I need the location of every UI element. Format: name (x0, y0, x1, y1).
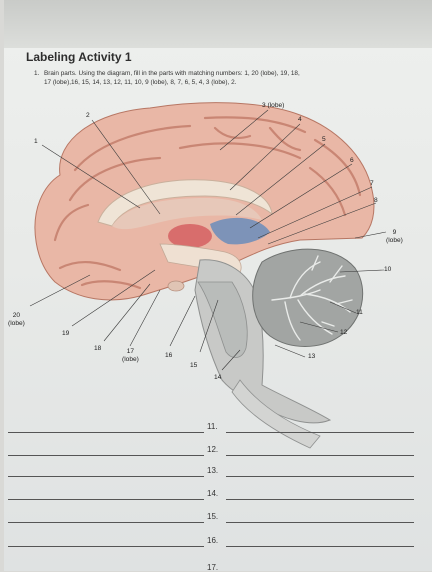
label-11: 11 (356, 309, 363, 316)
blank-right-15[interactable] (226, 522, 414, 523)
label-5: 5 (322, 136, 326, 143)
item-number: 1. (34, 70, 40, 77)
blank-right-16[interactable] (226, 546, 414, 547)
label-20 (8, 312, 25, 327)
label-18: 18 (94, 345, 102, 352)
label-8: 8 (374, 197, 378, 204)
label-17-sub: (lobe) (122, 355, 139, 363)
instruction-line-2: 17 (lobe),16, 15, 14, 13, 12, 11, 10, 9 (lobe), 8, 7, 6, 5, 4, 3 (lobe), 2. (44, 78, 237, 86)
label-12: 12 (340, 329, 348, 336)
label-13: 13 (308, 353, 316, 360)
pituitary (168, 281, 184, 291)
label-20-number: 20 (12, 312, 21, 319)
label-20-sub: (lobe) (8, 319, 25, 327)
blank-number-14: 14. (207, 489, 219, 498)
label-7: 7 (370, 180, 374, 187)
label-1: 1 (34, 138, 38, 145)
label-17 (122, 348, 139, 363)
label-14: 14 (214, 374, 222, 381)
label-10: 10 (384, 266, 392, 273)
blank-number-16: 16. (207, 536, 219, 545)
blank-number-15: 15. (207, 512, 219, 521)
label-6: 6 (350, 157, 354, 164)
label-4: 4 (298, 116, 302, 123)
label-15: 15 (190, 362, 198, 369)
instruction-line-1: Brain parts. Using the diagram, fill in the parts with matching numbers: 1, 20 (lobe), 19, 18, (44, 70, 300, 77)
label-17-number: 17 (126, 348, 135, 355)
activity-title: Labeling Activity 1 (26, 50, 132, 64)
label-16: 16 (165, 352, 173, 359)
blank-number-12: 12. (207, 445, 219, 454)
blank-left-3[interactable] (8, 476, 204, 477)
label-3: 3 (lobe) (262, 102, 285, 109)
blank-number-17: 17. (207, 563, 219, 572)
blank-left-5[interactable] (8, 522, 204, 523)
blank-left-1[interactable] (8, 432, 204, 433)
label-2: 2 (86, 112, 90, 119)
blank-left-2[interactable] (8, 455, 204, 456)
label-9 (386, 229, 403, 244)
label-9-sub: (lobe) (386, 236, 403, 244)
blank-number-13: 13. (207, 466, 219, 475)
blank-right-12[interactable] (226, 455, 414, 456)
blank-left-6[interactable] (8, 546, 204, 547)
label-19: 19 (62, 330, 70, 337)
label-9-number: 9 (392, 229, 397, 236)
blank-right-13[interactable] (226, 476, 414, 477)
blank-left-4[interactable] (8, 499, 204, 500)
blank-right-14[interactable] (226, 499, 414, 500)
blank-number-11: 11. (207, 422, 218, 431)
blank-right-11[interactable] (226, 432, 414, 433)
